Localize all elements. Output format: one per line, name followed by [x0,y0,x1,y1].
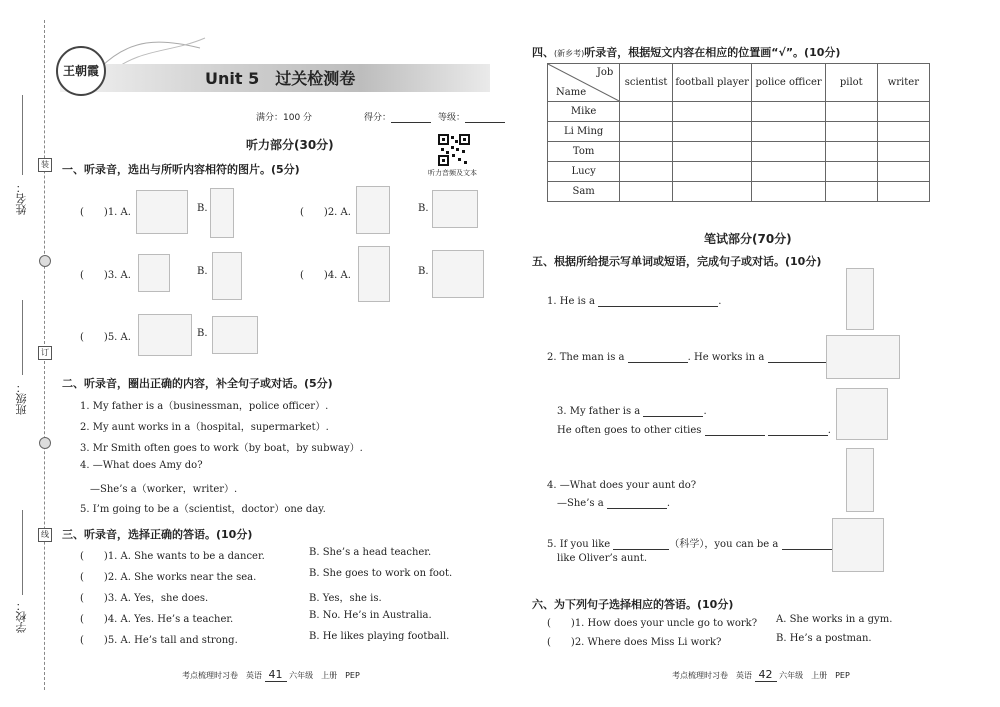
answer-blank [705,435,765,436]
tick-cell[interactable] [672,182,751,202]
tick-cell[interactable] [752,162,825,182]
answer-blank [628,362,688,363]
row-name: Mike [548,102,620,122]
s6-row1: ( )1. How does your uncle go to work? [547,618,758,629]
grade-label: 等级： [438,110,505,123]
class-label: 班级： [15,382,28,415]
page-title: Unit 5 过关检测卷 [205,69,356,88]
tick-cell[interactable] [877,182,929,202]
picture-woman-writer [212,252,242,300]
tick-cell[interactable] [620,182,673,202]
picture-scientist-lab [136,190,188,234]
writing-part-title: 笔试部分(70分) [704,232,792,246]
binding-box-1: 装 [38,158,52,172]
col-header: football player [672,64,751,102]
picture-pilot [432,190,478,228]
s1-item2: ( )2. A. [300,207,351,218]
answer-blank [768,362,828,363]
score-label: 得分： [364,110,431,123]
s1-item4: ( )4. A. [300,270,351,281]
picture-supermarket [212,316,258,354]
publisher-logo: 王朝霞 [56,46,106,96]
name-label: 姓名： [15,182,28,215]
s5-q3: 3. My father is a . [557,406,707,417]
tick-cell[interactable] [752,122,825,142]
s2-line1: 1. My father is a（businessman，police officer）. [80,401,329,412]
school-writing-line [22,510,23,595]
s5-q4-answer: —She’s a . [557,498,671,509]
s3-row3-b: B. Yes，she is. [309,593,382,604]
section4-title: 四、(新乡考)听录音，根据短文内容在相应的位置画“√”。(10分) [532,46,841,59]
answer-blank [782,549,838,550]
s3-row5: ( )5. A. He’s tall and strong. [80,635,238,646]
section2-title: 二、听录音，圈出正确的内容，补全句子或对话。(5分) [62,377,333,390]
picture-man-at-station [826,335,900,379]
row-name: Tom [548,142,620,162]
tick-cell[interactable] [877,122,929,142]
tick-cell[interactable] [672,142,751,162]
tick-cell[interactable] [672,162,751,182]
answer-blank [598,306,718,307]
s6-row2-answer: B. He’s a postman. [776,633,872,644]
section6-title: 六、为下列句子选择相应的答语。(10分) [532,598,734,611]
s3-row1-b: B. She’s a head teacher. [309,547,432,558]
binding-hole-2 [39,437,51,449]
tick-cell[interactable] [877,142,929,162]
tick-cell[interactable] [825,102,877,122]
answer-blank [613,549,669,550]
school-label: 学校： [15,600,28,633]
s2-line5: —She’s a（worker，writer）. [90,484,238,495]
tick-cell[interactable] [877,102,929,122]
section1-title: 一、听录音，选出与所听内容相符的图片。(5分) [62,163,300,176]
listening-part-title: 听力部分(30分) [246,138,334,152]
picture-woman-worker [356,186,390,234]
s2-line2: 2. My aunt works in a（hospital，supermarket）. [80,422,329,433]
tick-cell[interactable] [620,122,673,142]
picture-hospital [138,314,192,356]
s1-item1: ( )1. A. [80,207,131,218]
s1-item5: ( )5. A. [80,332,131,343]
corner-job-label: Job [596,67,614,78]
tick-cell[interactable] [752,182,825,202]
col-header: writer [877,64,929,102]
tick-cell[interactable] [877,162,929,182]
s3-row3: ( )3. A. Yes，she does. [80,593,209,604]
binding-box-2: 订 [38,346,52,360]
picture-scientist [832,518,884,572]
col-header: scientist [620,64,673,102]
tick-cell[interactable] [752,142,825,162]
answer-blank [607,508,667,509]
left-page-number: 41 [265,668,287,682]
picture-girl [138,254,170,292]
s2-line4: 4. —What does Amy do? [80,460,203,471]
s6-row1-answer: A. She works in a gym. [776,614,893,625]
s3-row2: ( )2. A. She works near the sea. [80,572,257,583]
s5-q5: 5. If you like （科学），you can be a [547,535,838,550]
s1-item5-b: B. [197,328,208,339]
name-writing-line [22,95,23,175]
picture-aunt-dancing [846,448,874,512]
s6-row2: ( )2. Where does Miss Li work? [547,637,722,648]
picture-police-officer [846,268,874,330]
job-table [547,63,930,202]
row-name: Sam [548,182,620,202]
col-header: police officer [752,64,825,102]
qr-code-icon [438,134,470,166]
s1-item2-b: B. [418,203,429,214]
s3-row5-b: B. He likes playing football. [309,631,450,642]
picture-postman [210,188,234,238]
class-writing-line [22,300,23,375]
picture-man-reading [358,246,390,302]
tick-cell[interactable] [672,122,751,142]
s1-item3: ( )3. A. [80,270,131,281]
answer-blank [643,416,703,417]
picture-pilot-plane [432,250,484,298]
s3-row4-b: B. No. He’s in Australia. [309,610,432,621]
s5-q4: 4. —What does your aunt do? [547,480,697,491]
answer-blank [768,435,828,436]
s2-line6: 5. I’m going to be a（scientist，doctor）one day. [80,504,326,515]
s3-row2-b: B. She goes to work on foot. [309,568,453,579]
s1-item4-b: B. [418,266,429,277]
s1-item3-b: B. [197,266,208,277]
binding-hole-1 [39,255,51,267]
s5-q1: 1. He is a . [547,296,722,307]
binding-box-3: 线 [38,528,52,542]
tick-cell[interactable] [825,182,877,202]
left-footer: 考点梳理时习卷 英语 41 六年级 上册 PEP [182,668,360,681]
tick-cell[interactable] [752,102,825,122]
picture-businessman [836,388,888,440]
tick-cell[interactable] [825,142,877,162]
section5-title: 五、根据所给提示写单词或短语，完成句子或对话。(10分) [532,255,822,268]
tick-cell[interactable] [620,102,673,122]
row-name: Li Ming [548,122,620,142]
s5-q2: 2. The man is a . He works in a [547,352,831,363]
section3-title: 三、听录音，选择正确的答语。(10分) [62,528,253,541]
col-header: pilot [825,64,877,102]
full-score: 满分：100 分 [256,113,313,123]
s2-line3: 3. Mr Smith often goes to work（by boat，by subway）. [80,443,363,454]
tick-cell[interactable] [825,162,877,182]
s1-item1-b: B. [197,203,208,214]
right-footer: 考点梳理时习卷 英语 42 六年级 上册 PEP [672,668,850,681]
tick-cell[interactable] [620,142,673,162]
table-corner [548,64,620,102]
s3-row4: ( )4. A. Yes. He’s a teacher. [80,614,234,625]
tick-cell[interactable] [672,102,751,122]
corner-name-label: Name [556,87,587,98]
row-name: Lucy [548,162,620,182]
s5-q3-line2: He often goes to other cities . [557,425,831,436]
right-page-number: 42 [755,668,777,682]
qr-caption: 听力音频及文本 [428,169,477,177]
tick-cell[interactable] [825,122,877,142]
tick-cell[interactable] [620,162,673,182]
s5-q5-line2: like Oliver’s aunt. [557,553,648,564]
s3-row1: ( )1. A. She wants to be a dancer. [80,551,265,562]
